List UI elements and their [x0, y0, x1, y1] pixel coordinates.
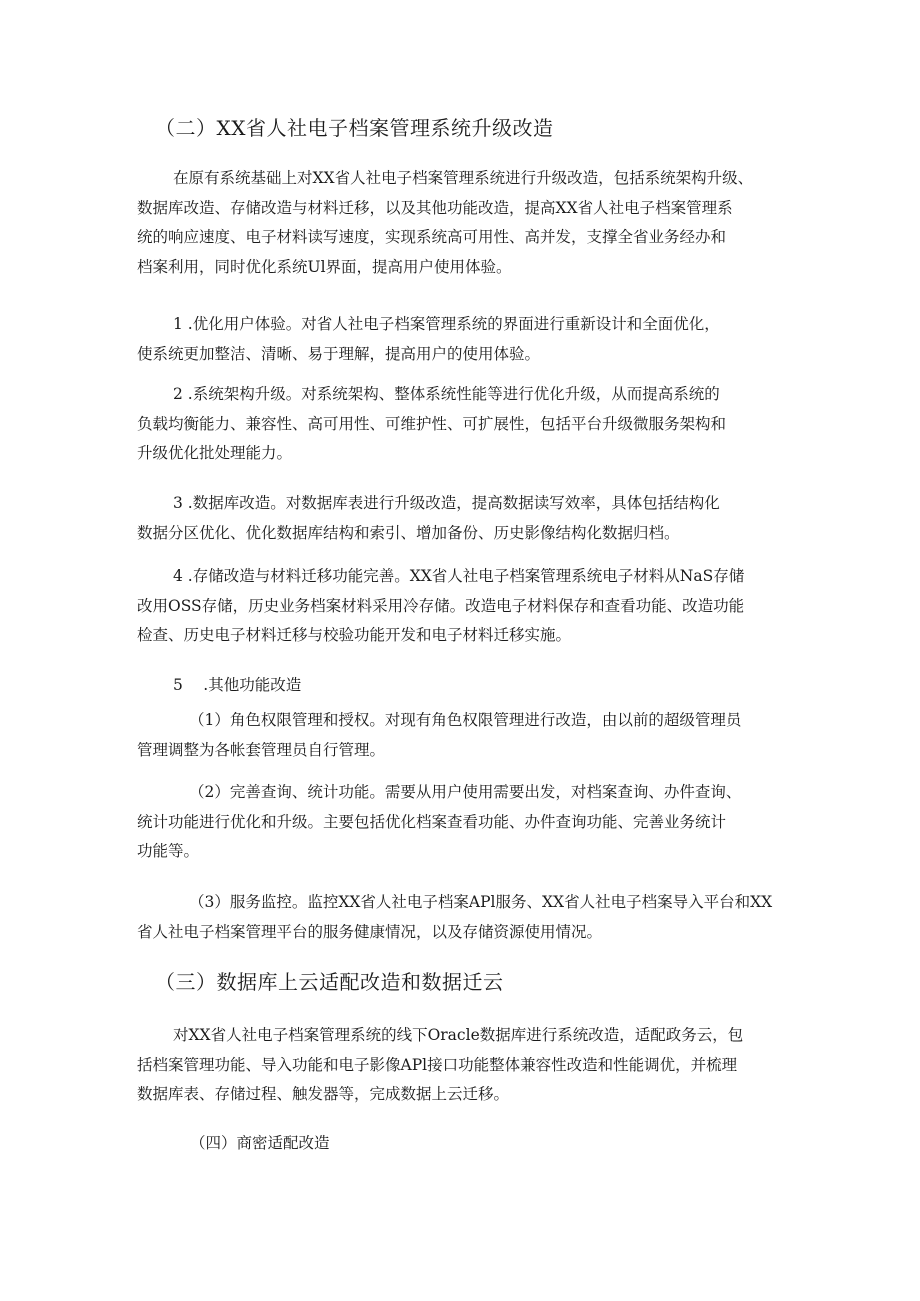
intro-line-3: 统的响应速度、电子材料读写速度，实现系统高可用性、高并发，支撑全省业务经办和	[137, 228, 727, 246]
sub2-line-2: 统计功能进行优化和升级。主要包括优化档案查看功能、办件查询功能、完善业务统计	[137, 812, 727, 831]
subitem-3	[137, 888, 797, 947]
section3-body	[137, 1021, 797, 1110]
s3-line-2: 括档案管理功能、导入功能和电子影像APl接口功能整体兼容性改造和性能调优，并梳理	[137, 1055, 738, 1074]
section2-heading: （二）XX省人社电子档案管理系统升级改造	[155, 116, 554, 140]
sub3-line-2: 省人社电子档案管理平台的服务健康情况，以及存储资源使用情况。	[137, 922, 603, 941]
item-5	[137, 671, 797, 701]
item4-line-1: 4 .存储改造与材料迁移功能完善。XX省人社电子档案管理系统电子材料从NaS存储	[173, 567, 745, 585]
s3-line-1: 对XX省人社电子档案管理系统的线下Oracle数据库进行系统改造，适配政务云，包	[173, 1026, 744, 1044]
item4-line-2: 改用OSS存储，历史业务档案材料采用冷存储。改造电子材料保存和查看功能、改造功能	[137, 596, 745, 615]
section3-heading: （三）数据库上云适配改造和数据迁云	[155, 970, 504, 994]
item1-line-1: 1 .优化用户体验。对省人社电子档案管理系统的界面进行重新设计和全面优化，	[173, 315, 720, 333]
item-2	[137, 380, 797, 469]
s3-line-3: 数据库表、存储过程、触发器等，完成数据上云迁移。	[137, 1085, 510, 1103]
item3-line-1: 3 .数据库改造。对数据库表进行升级改造，提高数据读写效率，具体包括结构化	[173, 494, 720, 512]
sub1-line-1: （1）角色权限管理和授权。对现有角色权限管理进行改造，由以前的超级管理员	[189, 711, 742, 729]
sub1-line-2: 管理调整为各帐套管理员自行管理。	[137, 740, 386, 759]
item4-line-3: 检查、历史电子材料迁移与校验功能开发和电子材料迁移实施。	[137, 626, 572, 644]
item1-line-2: 使系统更加整洁、清晰、易于理解，提高用户的使用体验。	[137, 344, 541, 363]
item2-line-3: 升级优化批处理能力。	[137, 444, 293, 462]
item5-line: 5 .其他功能改造	[173, 676, 302, 694]
sub2-line-1: （2）完善查询、统计功能。需要从用户使用需要出发，对档案查询、办件查询、	[189, 783, 742, 801]
intro-line-2: 数据库改造、存储改造与材料迁移，以及其他功能改造，提高XX省人社电子档案管理系	[137, 198, 733, 217]
intro-line-4: 档案利用，同时优化系统Ul界面，提高用户使用体验。	[137, 257, 512, 276]
item2-line-2: 负载均衡能力、兼容性、高可用性、可维护性、可扩展性，包括平台升级微服务架构和	[137, 414, 727, 433]
item3-line-2: 数据分区优化、优化数据库结构和索引、增加备份、历史影像结构化数据归档。	[137, 523, 680, 542]
sub3-line-1: （3）服务监控。监控XX省人社电子档案APl服务、XX省人社电子档案导入平台和XX	[189, 893, 773, 911]
item-1	[137, 310, 797, 369]
sub2-line-3: 功能等。	[137, 842, 200, 860]
item2-line-1: 2 .系统架构升级。对系统架构、整体系统性能等进行优化升级，从而提高系统的	[173, 385, 720, 403]
section2-intro	[137, 164, 797, 282]
intro-line-1: 在原有系统基础上对XX省人社电子档案管理系统进行升级改造，包括系统架构升级、	[173, 169, 754, 187]
section4-heading: （四）商密适配改造	[190, 1134, 330, 1152]
item-3	[137, 489, 797, 548]
item-4	[137, 562, 797, 651]
subitem-2	[137, 778, 797, 867]
subitem-1	[137, 706, 797, 765]
